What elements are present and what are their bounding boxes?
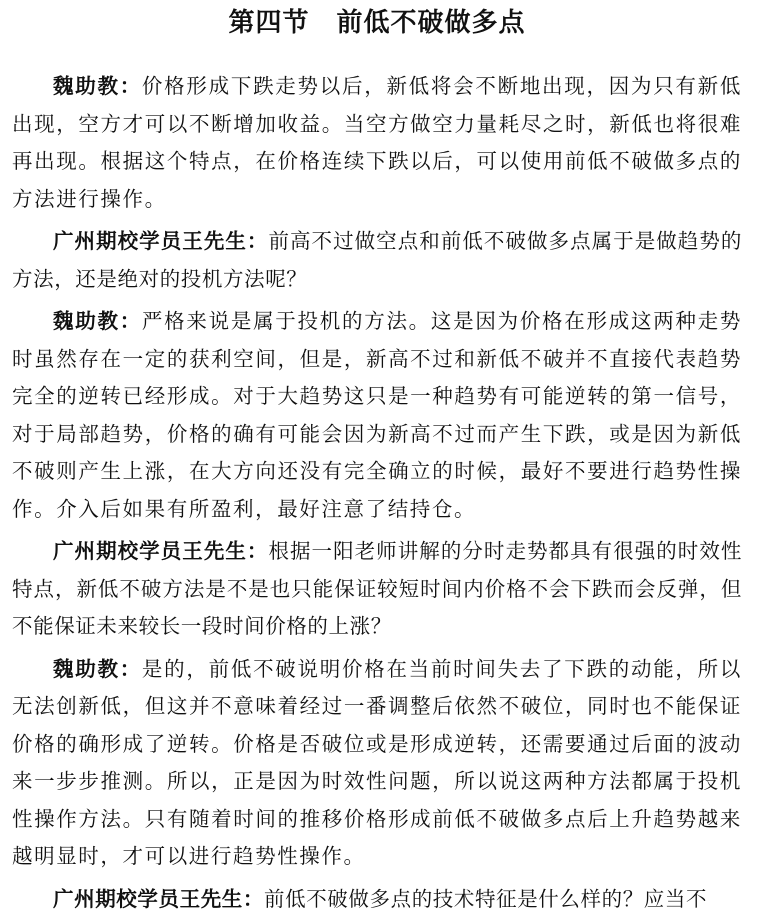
- speaker-label: 魏助教：: [53, 309, 142, 333]
- paragraph-text: 价格形成下跌走势以后，新低将会不断地出现，因为只有新低出现，空方才可以不断增加收益。当空方做空力量耗尽之时，新低也将很难再出现。根据这个特点，在价格连续下跌以后，可以使用前低不破做多点的方法进行操作。: [12, 74, 742, 211]
- paragraph-text: 前低不破做多点的技术特征是什么样的？应当不: [264, 887, 707, 911]
- speaker-label: 魏助教：: [53, 74, 142, 98]
- paragraph-text: 根据一阳老师讲解的分时走势都具有很强的时效性特点，新低不破方法是不是也只能保证较短时间内价格不会下跌而会反弹，但不能保证未来较长一段时间价格的上涨？: [12, 539, 742, 638]
- dialogue-paragraph: [12, 68, 742, 218]
- dialogue-paragraph: [12, 303, 742, 528]
- dialogue-paragraph: [12, 533, 742, 646]
- speaker-label: 魏助教：: [53, 657, 142, 681]
- paragraph-text: 是的，前低不破说明价格在当前时间失去了下跌的动能，所以无法创新低，但这并不意味着经过一番调整后依然不破位，同时也不能保证价格的确形成了逆转。价格是否破位或是形成逆转，还需要通过后面的波动来一步步推测。所以，正是因为时效性问题，所以说这两种方法都属于投机性操作方法。只有随着时间的推移价格形成前低不破做多点后上升趋势越来越明显时，才可以进行趋势性操作。: [12, 657, 742, 869]
- speaker-label: 广州期校学员王先生：: [53, 887, 264, 911]
- paragraph-text: 前高不过做空点和前低不破做多点属于是做趋势的方法，还是绝对的投机方法呢？: [12, 229, 742, 291]
- dialogue-paragraph: [12, 223, 742, 298]
- speaker-label: 广州期校学员王先生：: [53, 229, 268, 253]
- section-title: 第四节 前低不破做多点: [12, 6, 742, 40]
- dialogue-paragraph: [12, 651, 742, 876]
- dialogue-paragraph: [12, 881, 742, 918]
- speaker-label: 广州期校学员王先生：: [53, 539, 268, 563]
- paragraph-text: 严格来说是属于投机的方法。这是因为价格在形成这两种走势时虽然存在一定的获利空间，但是，新高不过和新低不破并不直接代表趋势完全的逆转已经形成。对于大趋势这只是一种趋势有可能逆转的第一信号，对于局部趋势，价格的确有可能会因为新高不过而产生下跌，或是因为新低不破则产生上涨，在大方向还没有完全确立的时候，最好不要进行趋势性操作。介入后如果有所盈利，最好注意了结持仓。: [12, 309, 742, 521]
